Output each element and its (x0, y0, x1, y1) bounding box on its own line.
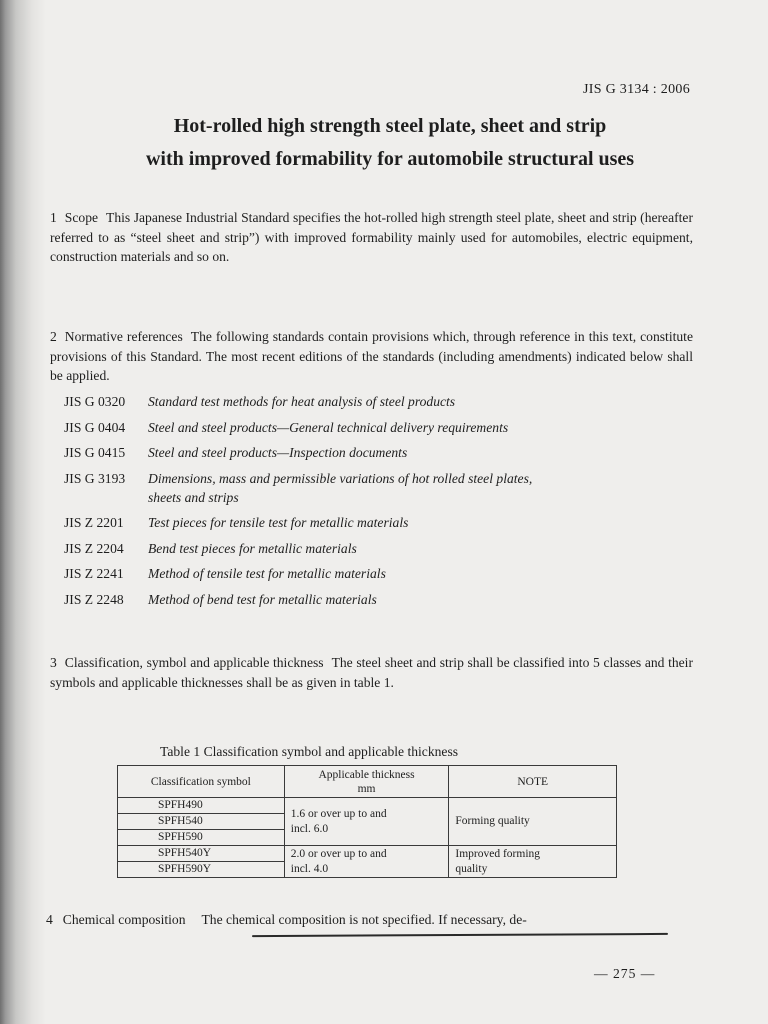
reference-item (64, 443, 704, 462)
reference-title: Method of tensile test for metallic materials (148, 566, 386, 581)
reference-code: JIS Z 2204 (64, 540, 124, 556)
thickness-line-2: incl. 6.0 (290, 822, 329, 835)
reference-title-continued: sheets and strips (148, 489, 239, 505)
symbol-cell: SPFH540 (118, 814, 285, 830)
section-classification (50, 653, 693, 692)
note-cell: Forming quality (449, 798, 617, 846)
section-number: 1 (50, 210, 57, 225)
section-text: This Japanese Industrial Standard specifies the hot-rolled high strength steel plate, sheet and strip (hereafter referred to as “steel sheet and strip”) with improved formability mainly used for automobiles, electric equipment, construction materials and so on. (50, 210, 693, 264)
thickness-line-1: 1.6 or over up to and (290, 807, 387, 820)
page-number: — 275 — (594, 966, 656, 981)
section-text: The steel sheet and strip shall be classified into 5 classes and their symbols and applicable thicknesses shall be as given in table 1. (50, 655, 693, 690)
reference-list (64, 392, 704, 615)
header-classification-symbol: Classification symbol (118, 766, 285, 798)
reference-item (64, 539, 704, 558)
table-row (118, 846, 617, 862)
reference-title: Method of bend test for metallic materials (148, 591, 377, 607)
section-heading: Normative references (64, 329, 183, 344)
document-title (40, 110, 740, 176)
section-chemical-composition (46, 912, 694, 928)
header-note: NOTE (449, 766, 617, 798)
pencil-underline (252, 933, 668, 937)
header-thickness-label: Applicable thickness (318, 768, 415, 781)
reference-item (64, 590, 704, 609)
reference-title: Test pieces for tensile test for metallic materials (148, 515, 409, 530)
reference-item (64, 564, 704, 583)
symbol-cell: SPFH590Y (118, 862, 285, 878)
table-row (118, 798, 617, 814)
table-header-row (118, 766, 617, 798)
section-normative-references (50, 327, 693, 386)
thickness-cell (284, 798, 449, 846)
thickness-cell (284, 846, 449, 878)
title-line-2: with improved formability for automobile structural uses (145, 148, 635, 170)
section-heading: Chemical composition (62, 912, 186, 927)
classification-table (117, 765, 617, 878)
symbol-cell: SPFH590 (118, 830, 285, 846)
section-heading: Classification, symbol and applicable thickness (64, 655, 324, 670)
note-line-2: quality (455, 862, 488, 875)
section-text: The chemical composition is not specified. If necessary, de- (201, 912, 527, 927)
reference-code: JIS Z 2248 (64, 591, 124, 607)
section-text: The following standards contain provisions which, through reference in this text, constitute provisions of this Standard. The most recent editions of the standards (including amendments) indicated below shall be applied. (50, 329, 693, 383)
reference-code: JIS Z 2201 (64, 515, 124, 530)
reference-code: JIS G 0415 (64, 445, 126, 460)
reference-title: Bend test pieces for metallic materials (148, 540, 357, 556)
thickness-line-1: 2.0 or over up to and (290, 847, 387, 860)
title-line-1: Hot-rolled high strength steel plate, sheet and strip (173, 115, 607, 137)
reference-title: Steel and steel products—Inspection documents (148, 445, 408, 460)
section-heading: Scope (64, 210, 99, 225)
reference-code: JIS G 0320 (64, 394, 126, 409)
reference-item (64, 513, 704, 532)
section-scope (50, 208, 693, 267)
symbol-cell: SPFH540Y (118, 846, 285, 862)
standard-id: JIS G 3134 : 2006 (583, 82, 690, 97)
table-caption: Table 1 Classification symbol and applicable thickness (160, 744, 459, 759)
reference-title: Steel and steel products—General technical delivery requirements (148, 419, 509, 435)
section-number: 2 (50, 329, 57, 344)
reference-title: Dimensions, mass and permissible variations of hot rolled steel plates, (148, 470, 533, 486)
symbol-cell: SPFH490 (118, 798, 285, 814)
note-cell (449, 846, 617, 878)
reference-code: JIS Z 2241 (64, 566, 124, 581)
header-applicable-thickness (284, 766, 449, 798)
reference-item (64, 469, 704, 507)
reference-item (64, 418, 704, 437)
reference-title: Standard test methods for heat analysis of steel products (148, 394, 456, 409)
section-number: 3 (50, 655, 57, 670)
reference-code: JIS G 3193 (64, 470, 126, 486)
thickness-line-2: incl. 4.0 (290, 862, 329, 875)
reference-code: JIS G 0404 (64, 419, 126, 435)
section-number: 4 (46, 912, 53, 927)
reference-item (64, 392, 704, 411)
header-thickness-unit: mm (357, 782, 376, 795)
note-line-1: Improved forming (455, 847, 541, 860)
